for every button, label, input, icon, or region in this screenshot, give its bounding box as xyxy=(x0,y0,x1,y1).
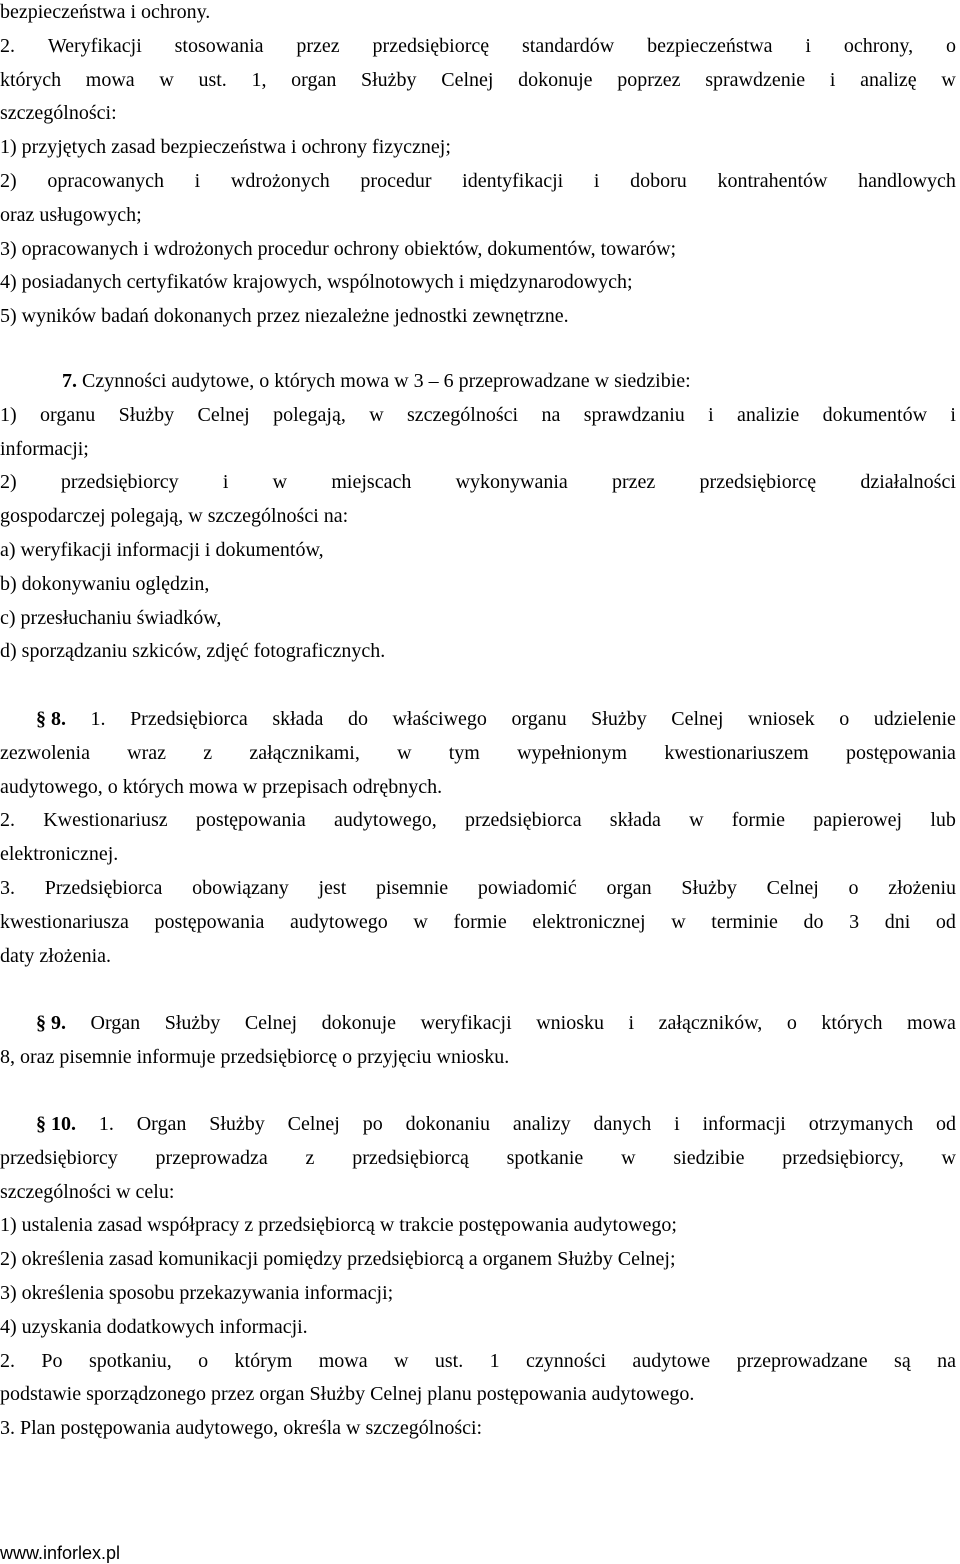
word: kontrahentów xyxy=(717,169,828,192)
word: weryfikacji xyxy=(420,1012,512,1034)
word: informacji xyxy=(702,1113,786,1135)
word: formie xyxy=(453,910,507,933)
word: 2. xyxy=(0,809,15,832)
word: i xyxy=(950,403,956,426)
word: 3. xyxy=(0,876,15,899)
word: pisemnie xyxy=(375,876,449,899)
word: 3 xyxy=(849,910,860,933)
section-8 xyxy=(0,703,960,973)
word: złożeniu xyxy=(888,876,956,899)
word: organ xyxy=(606,876,652,899)
word: przedsiębiorcy xyxy=(60,471,179,494)
word: Kwestionariusz xyxy=(43,809,168,832)
word: wdrożonych xyxy=(230,169,330,192)
word: ust. xyxy=(198,68,227,91)
word: postępowania xyxy=(195,809,306,832)
word: organ xyxy=(291,68,337,91)
word: o xyxy=(198,1349,209,1372)
word: stosowania xyxy=(174,34,264,57)
word: handlowych xyxy=(858,169,956,192)
word: 2) xyxy=(0,471,17,494)
word: formie xyxy=(731,809,786,832)
word: jest xyxy=(318,876,347,899)
text-line: daty złożenia. xyxy=(0,944,112,967)
word: przez xyxy=(296,34,340,57)
word: przeprowadza xyxy=(155,1146,268,1169)
word: postępowania xyxy=(154,910,265,933)
word: załącznikami, xyxy=(249,741,360,764)
section-heading xyxy=(0,1007,956,1041)
word: Przedsiębiorca xyxy=(130,708,248,730)
word: w xyxy=(941,68,956,91)
word: powiadomić xyxy=(477,876,577,899)
word: o xyxy=(839,708,850,730)
word: Celnej xyxy=(441,68,494,91)
list-item: a) weryfikacji informacji i dokumentów, xyxy=(0,538,324,561)
word: wniosku xyxy=(536,1012,604,1034)
text-line xyxy=(0,30,956,64)
word: procedur xyxy=(360,169,432,192)
list-item: 2) określenia zasad komunikacji pomiędzy przedsiębiorcą a organem Służby Celnej; xyxy=(0,1248,676,1271)
word: danych xyxy=(593,1113,652,1135)
word: Celnej xyxy=(197,403,250,426)
section-number: 7. xyxy=(62,370,77,392)
list-item: 5) wyników badań dokonanych przez niezależne jednostki zewnętrzne. xyxy=(0,305,569,328)
word: 1) xyxy=(0,403,17,426)
word: elektronicznej xyxy=(532,910,646,933)
list-item: 3) określenia sposobu przekazywania informacji; xyxy=(0,1281,394,1304)
word: i xyxy=(829,68,836,91)
text-line xyxy=(0,64,956,98)
word: dokonuje xyxy=(321,1012,397,1034)
word: i xyxy=(708,403,714,426)
word: Weryfikacji xyxy=(47,34,142,57)
list-item: c) przesłuchaniu świadków, xyxy=(0,606,222,629)
word: do xyxy=(803,910,824,933)
word: do xyxy=(347,708,368,730)
word: wniosek xyxy=(748,708,815,730)
word: po xyxy=(362,1113,383,1135)
word: którym xyxy=(234,1349,293,1372)
section-heading xyxy=(0,365,960,399)
word: w xyxy=(941,1146,956,1169)
section-heading xyxy=(0,1108,956,1142)
word: czynności xyxy=(526,1349,607,1372)
word: analizy xyxy=(512,1113,571,1135)
word: dokumentów xyxy=(822,403,928,426)
word: spotkaniu, xyxy=(88,1349,172,1372)
word: 2. xyxy=(0,34,15,57)
word: w xyxy=(397,741,412,764)
word: sprawdzenie xyxy=(705,68,806,91)
word: od xyxy=(935,1113,956,1135)
section-text: Czynności audytowe, o których mowa w 3 – 6 przeprowadzane w siedzibie: xyxy=(82,370,691,392)
word: siedzibie xyxy=(673,1146,745,1169)
word: właściwego xyxy=(392,708,487,730)
text-line xyxy=(0,1142,956,1176)
word: udzielenie xyxy=(873,708,956,730)
word: spotkanie xyxy=(506,1146,584,1169)
text-line xyxy=(0,1345,956,1379)
word: w xyxy=(394,1349,409,1372)
section-10 xyxy=(0,1108,960,1446)
word: w xyxy=(272,471,288,494)
text-line: gospodarczej polegają, w szczególności na: xyxy=(0,505,349,528)
word: są xyxy=(894,1349,911,1372)
section-number: § 10. xyxy=(36,1113,76,1135)
word: Organ xyxy=(136,1113,187,1135)
word: których xyxy=(0,68,62,91)
word: Służby xyxy=(118,403,175,426)
word: Celnej xyxy=(244,1012,298,1034)
word: wykonywania xyxy=(455,471,568,494)
list-item xyxy=(0,399,956,433)
word: Służby xyxy=(164,1012,221,1034)
word: obowiązany xyxy=(192,876,289,899)
word: szczególności xyxy=(407,403,519,426)
word: i xyxy=(674,1113,680,1135)
word: Służby xyxy=(209,1113,265,1135)
list-item: 4) uzyskania dodatkowych informacji. xyxy=(0,1315,308,1338)
word: w xyxy=(671,910,686,933)
word: Służby xyxy=(681,876,737,899)
word: wypełnionym xyxy=(517,741,628,764)
word: ochrony, xyxy=(843,34,914,57)
word: dokonuje xyxy=(518,68,593,91)
word: Przedsiębiorca xyxy=(44,876,163,899)
word: w xyxy=(159,68,174,91)
word: miejscach xyxy=(331,471,412,494)
word: 1. xyxy=(98,1113,114,1135)
text-line: szczególności w celu: xyxy=(0,1180,175,1203)
word: Służby xyxy=(591,708,647,730)
word: przedsiębiorcę xyxy=(372,34,490,57)
word: bezpieczeństwa xyxy=(647,34,773,57)
section-number: § 9. xyxy=(36,1012,66,1034)
word: wraz xyxy=(127,741,167,764)
word: załączników, xyxy=(658,1012,763,1034)
word: działalności xyxy=(860,471,956,494)
word: 1. xyxy=(90,708,106,730)
word: przez xyxy=(612,471,656,494)
word: w xyxy=(413,910,428,933)
word: i xyxy=(194,169,201,192)
word: mowa xyxy=(907,1012,956,1034)
word: i xyxy=(593,169,600,192)
word: 2) xyxy=(0,169,17,192)
word: standardów xyxy=(522,34,615,57)
word: mowa xyxy=(318,1349,368,1372)
word: i xyxy=(222,471,229,494)
word: 1, xyxy=(251,68,267,91)
word: 1 xyxy=(489,1349,500,1372)
word: postępowania xyxy=(845,741,956,764)
word: o xyxy=(848,876,859,899)
word: analizie xyxy=(737,403,800,426)
word: w xyxy=(621,1146,636,1169)
word: papierowej xyxy=(813,809,903,832)
section-7 xyxy=(0,365,960,669)
word: poprzez xyxy=(617,68,681,91)
text-line xyxy=(0,872,956,906)
word: Po xyxy=(41,1349,63,1372)
word: kwestionariuszem xyxy=(664,741,809,764)
word: przeprowadzane xyxy=(736,1349,868,1372)
list-item: d) sporządzaniu szkiców, zdjęć fotograficznych. xyxy=(0,640,386,663)
word: Służby xyxy=(361,68,417,91)
word: polegają, xyxy=(273,403,346,426)
text-line: bezpieczeństwa i ochrony. xyxy=(0,1,211,23)
word: 2. xyxy=(0,1349,15,1372)
word: Celnej xyxy=(287,1113,340,1135)
word: przedsiębiorcę xyxy=(699,471,817,494)
text-line: podstawie sporządzonego przez organ Służby Celnej planu postępowania audytowego. xyxy=(0,1383,695,1406)
text-line xyxy=(0,804,956,838)
list-item: 3) opracowanych i wdrożonych procedur ochrony obiektów, dokumentów, towarów; xyxy=(0,237,677,260)
word: i xyxy=(628,1012,635,1034)
section-heading xyxy=(0,703,956,737)
word: ust. xyxy=(434,1349,464,1372)
word: na xyxy=(541,403,561,426)
text-line: 8, oraz pisemnie informuje przedsiębiorcę o przyjęciu wniosku. xyxy=(0,1045,510,1068)
word: audytowego xyxy=(290,910,388,933)
word: sprawdzaniu xyxy=(583,403,685,426)
word: doboru xyxy=(630,169,687,192)
word: dni xyxy=(884,910,911,933)
list-item: 1) przyjętych zasad bezpieczeństwa i ochrony fizycznej; xyxy=(0,136,451,159)
word: Organ xyxy=(90,1012,141,1034)
block-a xyxy=(0,0,960,334)
text-line: elektronicznej. xyxy=(0,843,119,866)
word: lub xyxy=(930,809,956,832)
word: składa xyxy=(609,809,661,832)
section-number: § 8. xyxy=(36,708,66,730)
word: składa xyxy=(272,708,324,730)
word: przedsiębiorcy xyxy=(0,1146,118,1169)
text-line xyxy=(0,737,956,771)
list-item: 4) posiadanych certyfikatów krajowych, wspólnotowych i międzynarodowych; xyxy=(0,271,633,294)
word: tym xyxy=(448,741,480,764)
word: mowa xyxy=(85,68,135,91)
list-item: b) dokonywaniu oględzin, xyxy=(0,572,210,595)
word: identyfikacji xyxy=(462,169,564,192)
word: przedsiębiorca xyxy=(464,809,582,832)
word: kwestionariusza xyxy=(0,910,129,933)
word: zezwolenia xyxy=(0,741,90,764)
word: Celnej xyxy=(766,876,819,899)
text-line: oraz usługowych; xyxy=(0,203,142,226)
word: przedsiębiorcy, xyxy=(782,1146,904,1169)
section-9 xyxy=(0,1007,960,1075)
word: których xyxy=(821,1012,883,1034)
word: od xyxy=(935,910,956,933)
word: analizę xyxy=(860,68,917,91)
word: dokonaniu xyxy=(405,1113,490,1135)
word: i xyxy=(805,34,811,57)
word: opracowanych xyxy=(47,169,164,192)
word: organu xyxy=(511,708,567,730)
word: na xyxy=(937,1349,956,1372)
list-item: 1) ustalenia zasad współpracy z przedsiębiorcą w trakcie postępowania audytowego; xyxy=(0,1214,677,1237)
text-line xyxy=(0,906,956,940)
footer-url: www.inforlex.pl xyxy=(0,1543,121,1563)
word: otrzymanych xyxy=(808,1113,914,1135)
word: w xyxy=(369,403,384,426)
word: o xyxy=(945,34,956,57)
text-line: audytowego, o których mowa w przepisach odrębnych. xyxy=(0,775,443,798)
text-line: informacji; xyxy=(0,437,89,460)
word: terminie xyxy=(711,910,778,933)
word: audytowego, xyxy=(334,809,437,832)
word: przedsiębiorcą xyxy=(352,1146,469,1169)
text-line: 3. Plan postępowania audytowego, określa w szczególności: xyxy=(0,1417,483,1440)
word: audytowe xyxy=(632,1349,711,1372)
list-item xyxy=(0,466,956,500)
word: w xyxy=(689,809,704,832)
word: z xyxy=(203,741,213,764)
word: o xyxy=(786,1012,797,1034)
word: Celnej xyxy=(671,708,724,730)
word: z xyxy=(305,1146,315,1169)
text-line: szczególności: xyxy=(0,102,117,125)
list-item xyxy=(0,165,956,199)
word: organu xyxy=(40,403,96,426)
